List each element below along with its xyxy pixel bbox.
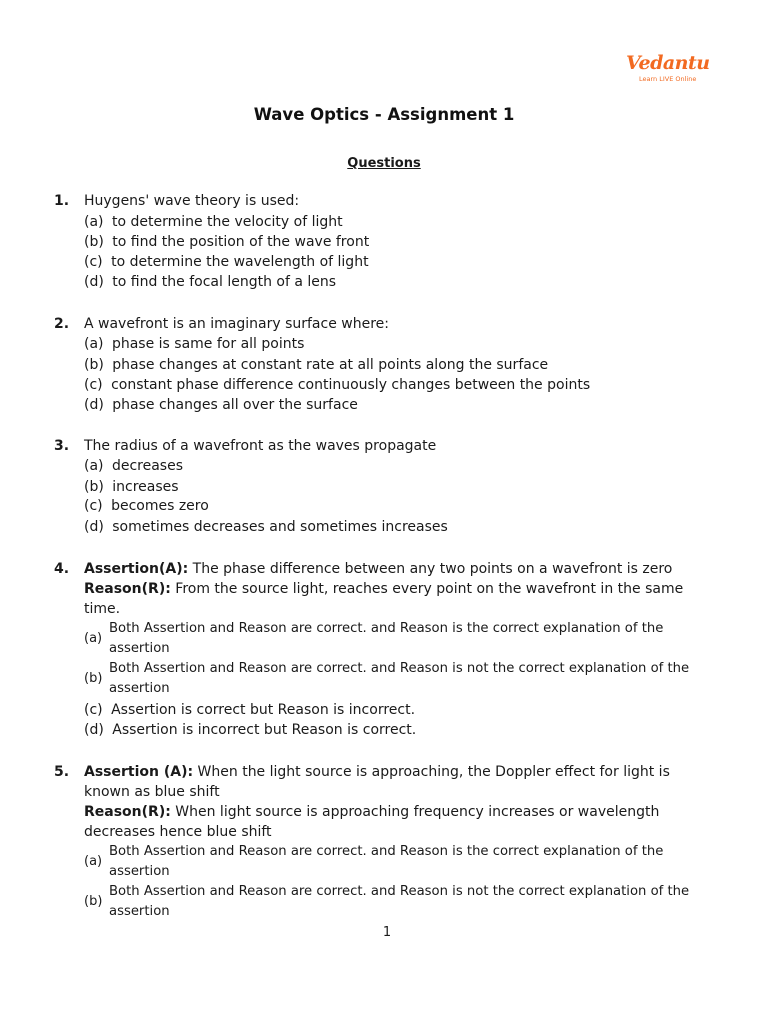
option-text: to determine the velocity of light: [111, 214, 343, 230]
assertion-line-continued: known as blue shift: [84, 784, 220, 800]
question-number: 5.: [54, 764, 70, 780]
option-c: [84, 496, 209, 516]
option-b: [84, 659, 724, 699]
option-a: [84, 212, 343, 232]
option-d: [84, 272, 336, 292]
option-a: [84, 842, 724, 882]
option-text: phase changes all over the surface: [112, 397, 358, 413]
question-stem: The radius of a wavefront as the waves propagate: [84, 438, 437, 454]
page-number: 1: [382, 925, 392, 940]
option-b: [84, 882, 724, 922]
option-label: (b): [84, 671, 103, 686]
assertion-line: [84, 762, 670, 782]
option-text: sometimes decreases and sometimes increases: [112, 519, 448, 535]
option-label: (a): [84, 336, 104, 352]
option-label: (b): [84, 894, 103, 909]
option-d: [84, 395, 358, 415]
option-label: (a): [84, 631, 103, 646]
page-title: Wave Optics - Assignment 1: [253, 105, 515, 124]
question-number: 1.: [54, 193, 70, 209]
option-text: decreases: [111, 458, 184, 474]
option-text: becomes zero: [111, 498, 209, 514]
option-label: (c): [84, 254, 103, 270]
option-c: [84, 700, 415, 720]
reason-line-continued: time.: [84, 601, 121, 617]
reason-text: When light source is approaching frequency increases or wavelength: [175, 804, 660, 820]
reason-line: [84, 579, 683, 599]
option-label: (a): [84, 214, 104, 230]
logo-wordmark: Vedantu: [626, 52, 710, 74]
option-a: [84, 334, 304, 354]
option-label: (a): [84, 854, 103, 869]
option-text: Both Assertion and Reason are correct. and Reason is the correct explanation of the assertion: [109, 621, 664, 656]
question-number: 4.: [54, 561, 70, 577]
question-stem: A wavefront is an imaginary surface where:: [84, 316, 389, 332]
option-text: phase is same for all points: [111, 336, 305, 352]
option-text: Both Assertion and Reason are correct. and Reason is the correct explanation of the assertion: [109, 844, 664, 879]
assertion-line: [84, 559, 672, 579]
option-c: [84, 252, 369, 272]
option-text: Assertion is correct but Reason is incorrect.: [111, 702, 416, 718]
assertion-label: Assertion(A):: [84, 561, 189, 577]
option-text: to determine the wavelength of light: [111, 254, 369, 270]
reason-label: Reason(R):: [84, 581, 171, 597]
option-label: (c): [84, 377, 103, 393]
option-text: increases: [112, 479, 179, 495]
option-text: phase changes at constant rate at all points along the surface: [112, 357, 549, 373]
assertion-text: The phase difference between any two points on a wavefront is zero: [192, 561, 673, 577]
reason-text: From the source light, reaches every point on the wavefront in the same: [175, 581, 684, 597]
option-label: (c): [84, 498, 103, 514]
question-stem: Huygens' wave theory is used:: [84, 193, 300, 209]
option-text: Assertion is incorrect but Reason is correct.: [112, 722, 417, 738]
question-number: 2.: [54, 316, 70, 332]
option-label: (a): [84, 458, 104, 474]
option-text: to find the focal length of a lens: [112, 274, 337, 290]
option-text: Both Assertion and Reason are correct. and Reason is not the correct explanation of the assertion: [109, 884, 690, 919]
option-label: (d): [84, 722, 104, 738]
option-label: (d): [84, 519, 104, 535]
option-text: to find the position of the wave front: [112, 234, 370, 250]
option-b: [84, 355, 548, 375]
option-text: Both Assertion and Reason are correct. and Reason is not the correct explanation of the assertion: [109, 661, 690, 696]
vedantu-logo: [626, 52, 710, 86]
option-label: (c): [84, 702, 103, 718]
option-a: [84, 619, 724, 659]
assertion-text: When the light source is approaching, the Doppler effect for light is: [197, 764, 670, 780]
question-number: 3.: [54, 438, 70, 454]
option-text: constant phase difference continuously changes between the points: [111, 377, 591, 393]
option-d: [84, 517, 448, 537]
option-d: [84, 720, 416, 740]
option-label: (d): [84, 397, 104, 413]
section-heading: Questions: [347, 156, 421, 171]
reason-label: Reason(R):: [84, 804, 171, 820]
option-a: [84, 456, 183, 476]
option-label: (b): [84, 357, 104, 373]
option-label: (d): [84, 274, 104, 290]
option-label: (b): [84, 479, 104, 495]
reason-line-continued: decreases hence blue shift: [84, 824, 272, 840]
option-b: [84, 232, 369, 252]
option-c: [84, 375, 590, 395]
logo-tagline: Learn LIVE Online: [639, 75, 697, 83]
option-label: (b): [84, 234, 104, 250]
option-b: [84, 477, 179, 497]
assertion-label: Assertion (A):: [84, 764, 194, 780]
reason-line: [84, 802, 659, 822]
